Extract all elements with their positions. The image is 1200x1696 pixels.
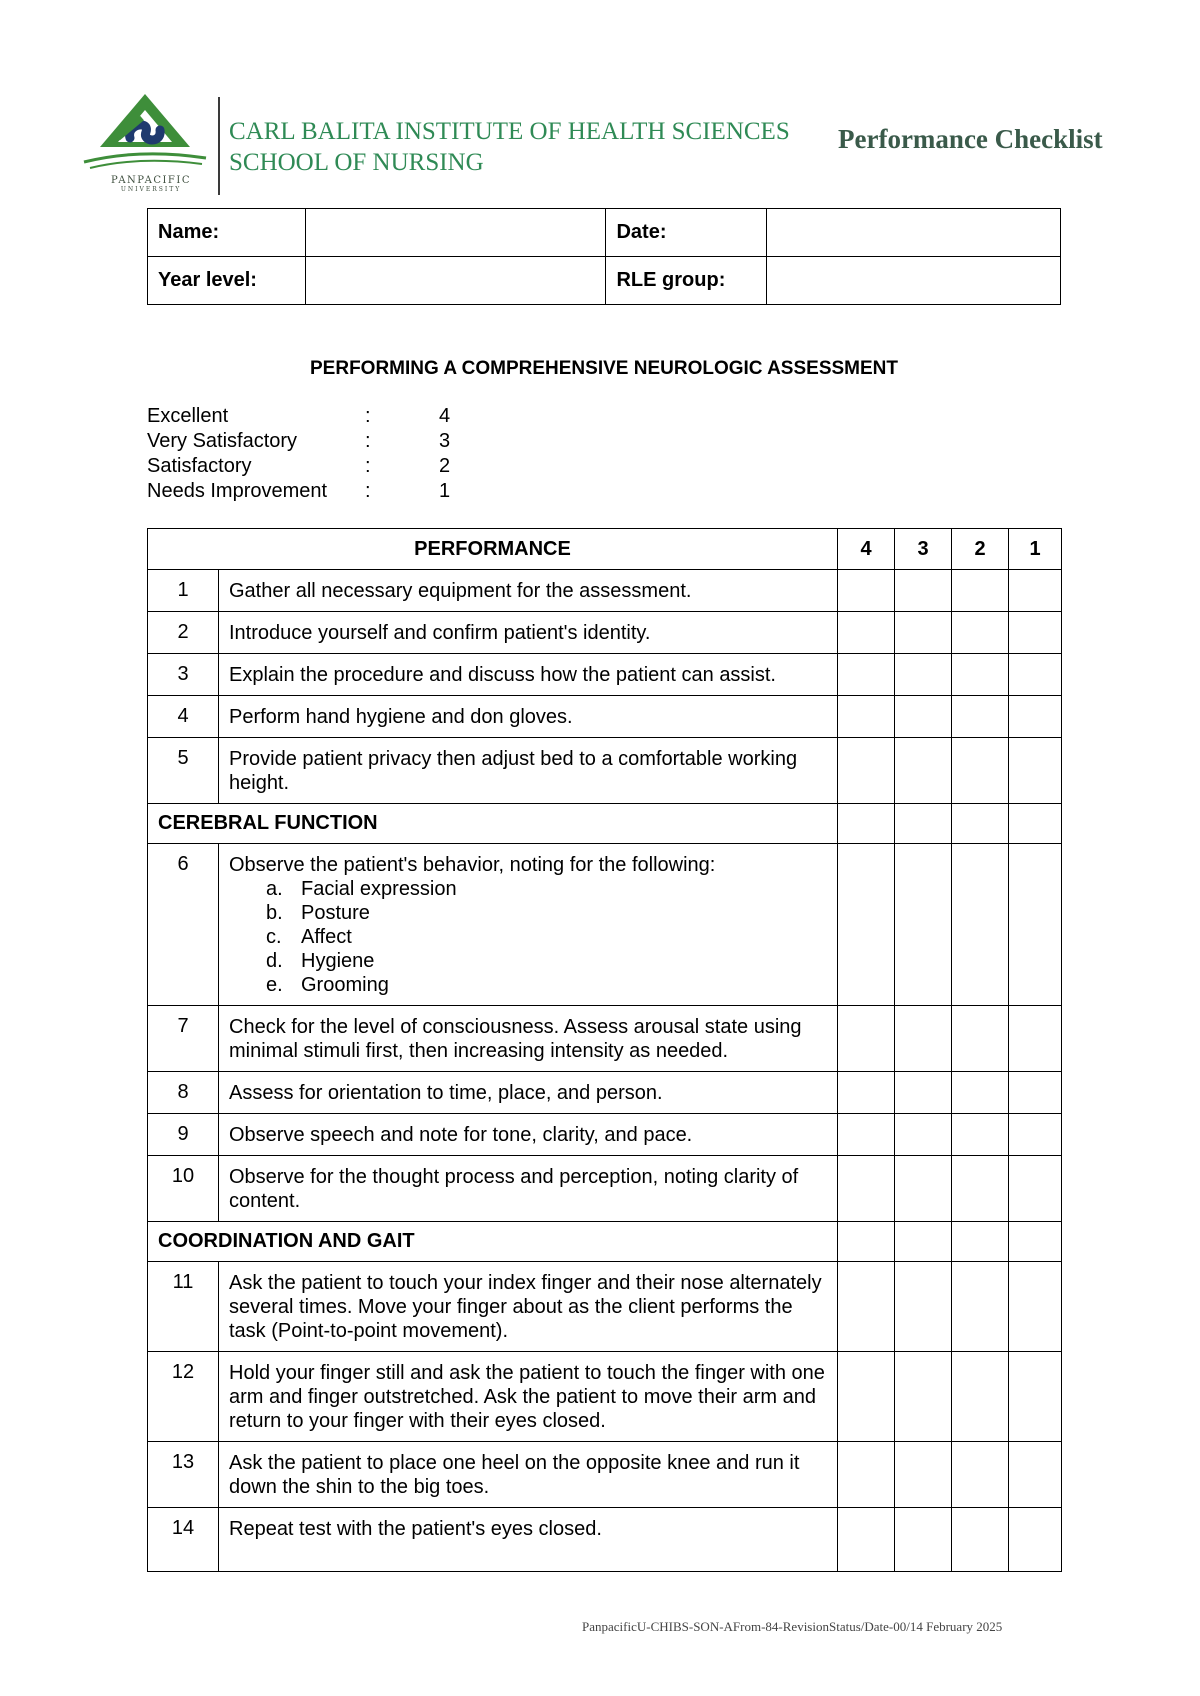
scale-colon: : <box>365 405 371 427</box>
table-row <box>148 1262 1062 1352</box>
score-cell <box>952 804 1009 844</box>
step-number: 3 <box>148 654 219 696</box>
step-text-with-list <box>219 844 838 1006</box>
step-number: 10 <box>148 1156 219 1222</box>
table-row <box>148 1006 1062 1072</box>
score-cell[interactable] <box>952 612 1009 654</box>
section-coordination-gait: COORDINATION AND GAIT <box>148 1222 838 1262</box>
step-text: Gather all necessary equipment for the assessment. <box>219 570 838 612</box>
score-cell <box>895 1222 952 1262</box>
score-cell <box>838 1222 895 1262</box>
institution-name: CARL BALITA INSTITUTE OF HEALTH SCIENCES <box>229 118 790 145</box>
score-cell[interactable] <box>952 1072 1009 1114</box>
step-text: Provide patient privacy then adjust bed to a comfortable working height. <box>219 738 838 804</box>
list-text: Facial expression <box>301 878 457 900</box>
table-row <box>148 1508 1062 1572</box>
score-cell[interactable] <box>895 696 952 738</box>
score-cell[interactable] <box>895 1072 952 1114</box>
score-cell[interactable] <box>952 1114 1009 1156</box>
score-cell <box>952 1222 1009 1262</box>
performance-table <box>147 528 1062 1572</box>
score-cell[interactable] <box>952 1156 1009 1222</box>
step-text: Introduce yourself and confirm patient's identity. <box>219 612 838 654</box>
score-cell[interactable] <box>838 1262 895 1352</box>
step-number: 9 <box>148 1114 219 1156</box>
table-row <box>148 738 1062 804</box>
list-text: Hygiene <box>301 950 375 972</box>
score-2-header: 2 <box>952 529 1009 570</box>
table-row <box>148 844 1062 1006</box>
score-cell[interactable] <box>1009 654 1062 696</box>
score-cell[interactable] <box>895 1156 952 1222</box>
score-cell[interactable] <box>952 570 1009 612</box>
table-row <box>148 1156 1062 1222</box>
school-name: SCHOOL OF NURSING <box>229 149 484 176</box>
table-row <box>148 1072 1062 1114</box>
scale-label: Excellent <box>147 405 229 427</box>
step-text: Assess for orientation to time, place, and person. <box>219 1072 838 1114</box>
score-cell[interactable] <box>838 1508 895 1572</box>
score-cell[interactable] <box>895 844 952 1006</box>
list-letter: d. <box>266 950 283 972</box>
score-cell <box>838 804 895 844</box>
rle-group-label: RLE group: <box>606 257 767 305</box>
score-cell[interactable] <box>895 1508 952 1572</box>
scale-value: 4 <box>439 405 451 427</box>
list-item <box>229 973 827 997</box>
score-cell[interactable] <box>838 1114 895 1156</box>
score-cell[interactable] <box>952 1262 1009 1352</box>
step-text: Perform hand hygiene and don gloves. <box>219 696 838 738</box>
date-label: Date: <box>606 209 767 257</box>
score-cell[interactable] <box>1009 738 1062 804</box>
score-cell[interactable] <box>895 1442 952 1508</box>
step-number: 11 <box>148 1262 219 1352</box>
step-text: Observe the patient's behavior, noting for the following: <box>229 854 716 876</box>
step-number: 1 <box>148 570 219 612</box>
score-cell[interactable] <box>1009 1114 1062 1156</box>
list-letter: b. <box>266 902 283 924</box>
score-cell[interactable] <box>952 844 1009 1006</box>
list-letter: c. <box>266 926 282 948</box>
score-cell[interactable] <box>895 654 952 696</box>
score-cell <box>1009 1222 1062 1262</box>
table-row <box>148 1442 1062 1508</box>
scale-value: 2 <box>439 455 451 477</box>
score-cell <box>895 804 952 844</box>
list-text: Grooming <box>301 974 389 996</box>
document-footer: PanpacificU-CHIBS-SON-AFrom-84-RevisionStatus/Date-00/14 February 2025 <box>582 1619 1003 1634</box>
step-number: 14 <box>148 1508 219 1572</box>
student-info-table <box>147 208 1061 305</box>
score-cell[interactable] <box>895 1006 952 1072</box>
score-cell[interactable] <box>952 1352 1009 1442</box>
scale-label: Satisfactory <box>147 455 252 477</box>
score-cell[interactable] <box>952 696 1009 738</box>
step-text: Hold your finger still and ask the patient to touch the finger with one arm and finger outstretched. Ask the patient to move their arm and return to your finger with their eyes closed. <box>219 1352 838 1442</box>
list-text: Posture <box>301 902 370 924</box>
score-cell[interactable] <box>952 654 1009 696</box>
step-number: 5 <box>148 738 219 804</box>
table-row <box>148 654 1062 696</box>
score-cell[interactable] <box>838 696 895 738</box>
list-letter: e. <box>266 974 283 996</box>
table-header-row <box>148 529 1062 570</box>
step-text: Observe speech and note for tone, clarity, and pace. <box>219 1114 838 1156</box>
step-text: Explain the procedure and discuss how the patient can assist. <box>219 654 838 696</box>
list-item <box>229 901 827 925</box>
score-cell[interactable] <box>895 1262 952 1352</box>
step-number: 7 <box>148 1006 219 1072</box>
scale-colon: : <box>365 430 371 452</box>
score-cell[interactable] <box>838 844 895 1006</box>
list-item <box>229 949 827 973</box>
checklist-title: PERFORMING A COMPREHENSIVE NEUROLOGIC ASSESSMENT <box>310 358 898 379</box>
step-number: 13 <box>148 1442 219 1508</box>
score-cell[interactable] <box>838 570 895 612</box>
step-text: Ask the patient to place one heel on the opposite knee and run it down the shin to the big toes. <box>219 1442 838 1508</box>
step-text: Repeat test with the patient's eyes closed. <box>219 1508 838 1572</box>
table-row <box>148 612 1062 654</box>
score-cell[interactable] <box>838 1156 895 1222</box>
score-cell[interactable] <box>952 1508 1009 1572</box>
performance-header: PERFORMANCE <box>148 529 838 570</box>
score-cell[interactable] <box>838 1072 895 1114</box>
rle-group-field[interactable] <box>767 257 1061 305</box>
table-row <box>148 1114 1062 1156</box>
table-row <box>148 1352 1062 1442</box>
score-cell[interactable] <box>952 1006 1009 1072</box>
scale-value: 1 <box>439 480 451 502</box>
document-type: Performance Checklist <box>838 124 1103 154</box>
sub-list <box>229 877 827 997</box>
score-cell[interactable] <box>838 1442 895 1508</box>
score-cell[interactable] <box>895 570 952 612</box>
scale-value: 3 <box>439 430 451 452</box>
name-field[interactable] <box>305 209 606 257</box>
score-cell[interactable] <box>895 1114 952 1156</box>
section-row <box>148 1222 1062 1262</box>
score-cell[interactable] <box>1009 612 1062 654</box>
score-cell[interactable] <box>1009 696 1062 738</box>
header-divider <box>218 97 220 195</box>
name-label: Name: <box>148 209 306 257</box>
step-text: Check for the level of consciousness. Assess arousal state using minimal stimuli first, then increasing intensity as needed. <box>219 1006 838 1072</box>
score-3-header: 3 <box>895 529 952 570</box>
table-row <box>148 696 1062 738</box>
score-cell[interactable] <box>838 1006 895 1072</box>
step-text: Observe for the thought process and perception, noting clarity of content. <box>219 1156 838 1222</box>
step-number: 12 <box>148 1352 219 1442</box>
score-cell[interactable] <box>1009 1072 1062 1114</box>
score-cell[interactable] <box>838 738 895 804</box>
score-cell[interactable] <box>895 1352 952 1442</box>
score-cell[interactable] <box>895 738 952 804</box>
document-header <box>80 92 1150 202</box>
score-cell[interactable] <box>1009 1006 1062 1072</box>
score-cell[interactable] <box>1009 1156 1062 1222</box>
scale-label: Very Satisfactory <box>147 430 298 452</box>
score-cell[interactable] <box>895 612 952 654</box>
list-item <box>229 925 827 949</box>
score-cell[interactable] <box>1009 1442 1062 1508</box>
list-text: Affect <box>301 926 352 948</box>
score-cell[interactable] <box>1009 570 1062 612</box>
scale-label: Needs Improvement <box>147 480 328 502</box>
score-cell[interactable] <box>838 1352 895 1442</box>
step-number: 4 <box>148 696 219 738</box>
score-cell <box>1009 804 1062 844</box>
score-cell[interactable] <box>952 738 1009 804</box>
step-number: 6 <box>148 844 219 1006</box>
list-item <box>229 877 827 901</box>
scale-colon: : <box>365 480 371 502</box>
score-cell[interactable] <box>1009 1508 1062 1572</box>
score-cell[interactable] <box>952 1442 1009 1508</box>
step-number: 2 <box>148 612 219 654</box>
date-field[interactable] <box>767 209 1061 257</box>
score-cell[interactable] <box>1009 1262 1062 1352</box>
score-cell[interactable] <box>1009 1352 1062 1442</box>
score-cell[interactable] <box>1009 844 1062 1006</box>
score-1-header: 1 <box>1009 529 1062 570</box>
step-number: 8 <box>148 1072 219 1114</box>
score-cell[interactable] <box>838 654 895 696</box>
year-level-label: Year level: <box>148 257 306 305</box>
score-cell[interactable] <box>838 612 895 654</box>
logo-wordmark: PANPACIFIC UNIVERSITY <box>111 175 191 193</box>
year-level-field[interactable] <box>305 257 606 305</box>
scale-colon: : <box>365 455 371 477</box>
list-letter: a. <box>266 878 283 900</box>
section-row <box>148 804 1062 844</box>
section-cerebral-function: CEREBRAL FUNCTION <box>148 804 838 844</box>
step-text: Ask the patient to touch your index finger and their nose alternately several times. Move your finger about as the client performs the task (Point-to-point movement). <box>219 1262 838 1352</box>
score-4-header: 4 <box>838 529 895 570</box>
table-row <box>148 570 1062 612</box>
